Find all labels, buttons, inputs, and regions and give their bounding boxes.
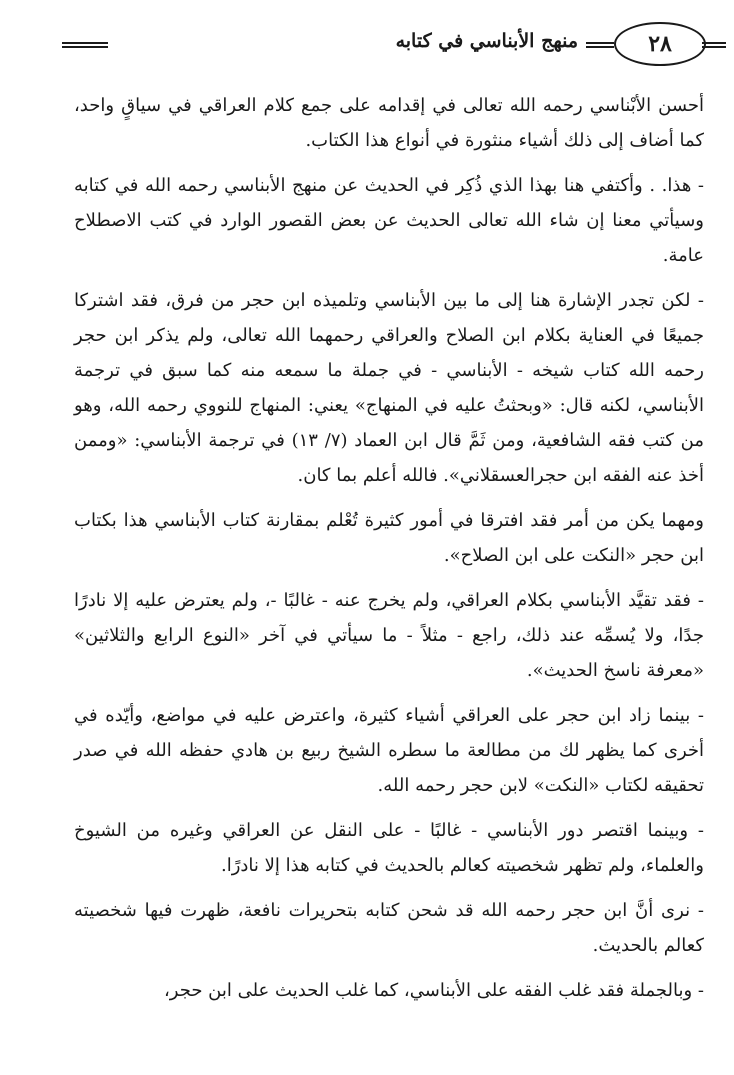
page-body	[74, 88, 704, 1016]
header-rule-middle	[586, 42, 614, 48]
paragraph-2: - هذا. . وأكتفي هنا بهذا الذي ذُكِر في الحديث عن منهج الأبناسي رحمه الله في كتابه وسيأتي معنا إن شاء الله تعالى الحديث عن بعض القصور الوارد في كتب الاصطلاح عامة.	[74, 175, 704, 266]
page-number: ٢٨	[614, 22, 706, 66]
paragraph-5: - فقد تقيَّد الأبناسي بكلام العراقي، ولم يخرج عنه - غالبًا -، ولم يعترض عليه إلا نادرًا جدًا، ولا يُسمِّه عند ذلك، راجع - مثلاً - ما سيأتي في آخر «النوع الرابع والثلاثين» «معرفة ناسخ الحديث».	[74, 590, 704, 681]
paragraph-3: - لكن تجدر الإشارة هنا إلى ما بين الأبناسي وتلميذه ابن حجر من فرق، فقد اشتركا جميعًا في العناية بكلام ابن الصلاح والعراقي رحمهما الله تعالى، ولم يذكر ابن حجر رحمه الله كتاب شيخه - الأبناسي - في جملة ما سمعه منه كما سبق في ترجمة الأبناسي، لكنه قال: «وبحثتُ عليه في المنهاج» يعني: المنهاج للنووي رحمه الله، وهو من كتب فقه الشافعية، ومن ثَمَّ قال ابن العماد (٧/ ١٣) في ترجمة الأبناسي: «وممن أخذ عنه الفقه ابن حجرالعسقلاني». فالله أعلم بما كان.	[74, 290, 704, 486]
page-header	[62, 22, 706, 72]
header-rule-left	[62, 42, 108, 48]
paragraph-7: - وبينما اقتصر دور الأبناسي - غالبًا - على النقل عن العراقي وغيره من الشيوخ والعلماء، ولم تظهر شخصيته كعالم بالحديث في كتابه هذا إلا نادرًا.	[74, 820, 704, 876]
paragraph-6: - بينما زاد ابن حجر على العراقي أشياء كثيرة، واعترض عليه في مواضع، وأيّده في أخرى كما يظهر لك من مطالعة ما سطره الشيخ ربيع بن هادي حفظه الله في صدر تحقيقه لكتاب «النكت» لابن حجر رحمه الله.	[74, 705, 704, 796]
paragraph-8: - نرى أنَّ ابن حجر رحمه الله قد شحن كتابه بتحريرات نافعة، ظهرت فيها شخصيته كعالم بالحديث.	[74, 900, 704, 956]
paragraph-9: - وبالجملة فقد غلب الفقه على الأبناسي، كما غلب الحديث على ابن حجر،	[163, 980, 704, 1001]
running-title: منهج الأبناسي في كتابه	[395, 30, 578, 52]
paragraph-1: أحسن الأبْناسي رحمه الله تعالى في إقدامه على جمع كلام العراقي في سياقٍ واحد، كما أضاف إلى ذلك أشياء منثورة في أنواع هذا الكتاب.	[74, 95, 704, 151]
paragraph-4: ومهما يكن من أمر فقد افترقا في أمور كثيرة تُعْلم بمقارنة كتاب الأبناسي هذا بكتاب ابن حجر «النكت على ابن الصلاح».	[74, 510, 704, 566]
